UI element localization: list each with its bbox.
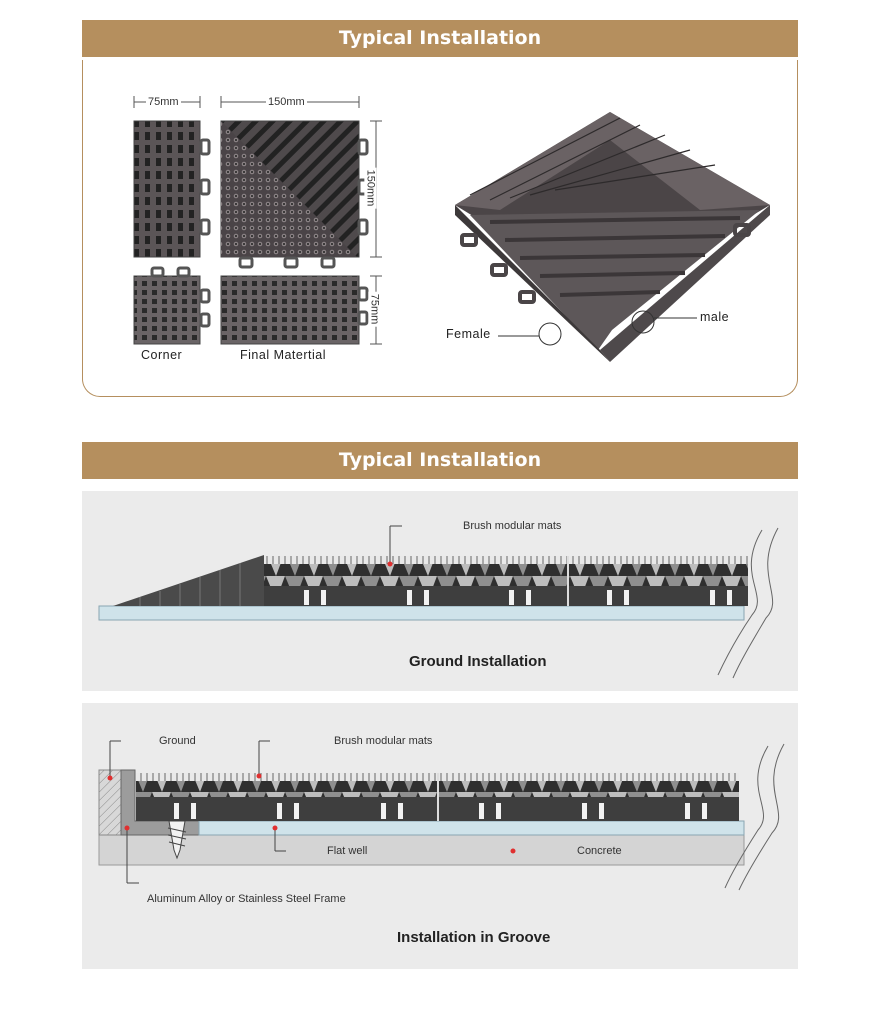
flat-well-label: Flat well	[327, 845, 368, 857]
female-label: Female	[446, 327, 491, 341]
dim-150mm-width: 150mm	[268, 96, 305, 108]
groove-mats-label: Brush modular mats	[334, 735, 433, 747]
dim-75mm-height: 75mm	[368, 293, 381, 325]
frame-label: Aluminum Alloy or Stainless Steel Frame	[147, 893, 346, 905]
dim-75mm-width: 75mm	[148, 96, 179, 108]
section-title: Typical Installation	[338, 27, 542, 49]
concrete-label: Concrete	[577, 845, 622, 857]
groove-installation-caption: Installation in Groove	[397, 929, 551, 946]
dim-150mm-height: 150mm	[364, 169, 377, 207]
corner-label: Corner	[141, 348, 183, 362]
section-title: Typical Installation	[338, 449, 542, 471]
ground-mats-label: Brush modular mats	[463, 520, 562, 532]
ground-installation-caption: Ground Installation	[409, 653, 547, 670]
groove-ground-label: Ground	[159, 735, 196, 747]
final-material-label: Final Matertial	[240, 348, 326, 362]
male-label: male	[700, 310, 730, 324]
